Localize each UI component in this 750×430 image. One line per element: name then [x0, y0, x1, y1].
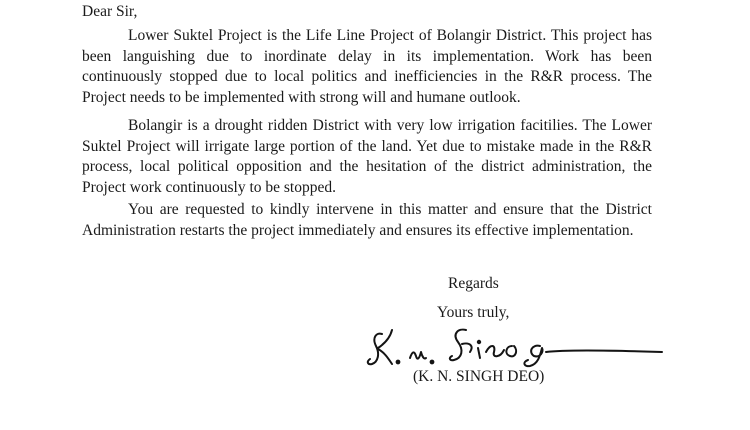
closing-yours-truly: Yours truly, [437, 304, 510, 321]
signature-icon [362, 322, 672, 370]
body-paragraph: You are requested to kindly intervene in this matter and ensure that the District Administration restarts the project immediately and ensures its effective implementation. [82, 201, 652, 239]
signer-name: (K. N. SINGH DEO) [413, 368, 545, 385]
body-paragraph: Lower Suktel Project is the Life Line Project of Bolangir District. This project has been languishing due to inordinate delay in its implementation. Work has been continuously stopped due to local politics and inefficiencies in the R&R process. The Project needs to be implemented with strong will and humane outlook. [82, 27, 652, 106]
body-paragraph: Bolangir is a drought ridden District with very low irrigation facitilies. The Lower Suktel Project will irrigate large portion of the land. Yet due to mistake made in the R&R process, local political opposition and the hesitation of the district administration, the Project work continuously to be stopped. [82, 117, 652, 196]
closing-regards: Regards [448, 275, 499, 292]
salutation: Dear Sir, [82, 3, 138, 20]
